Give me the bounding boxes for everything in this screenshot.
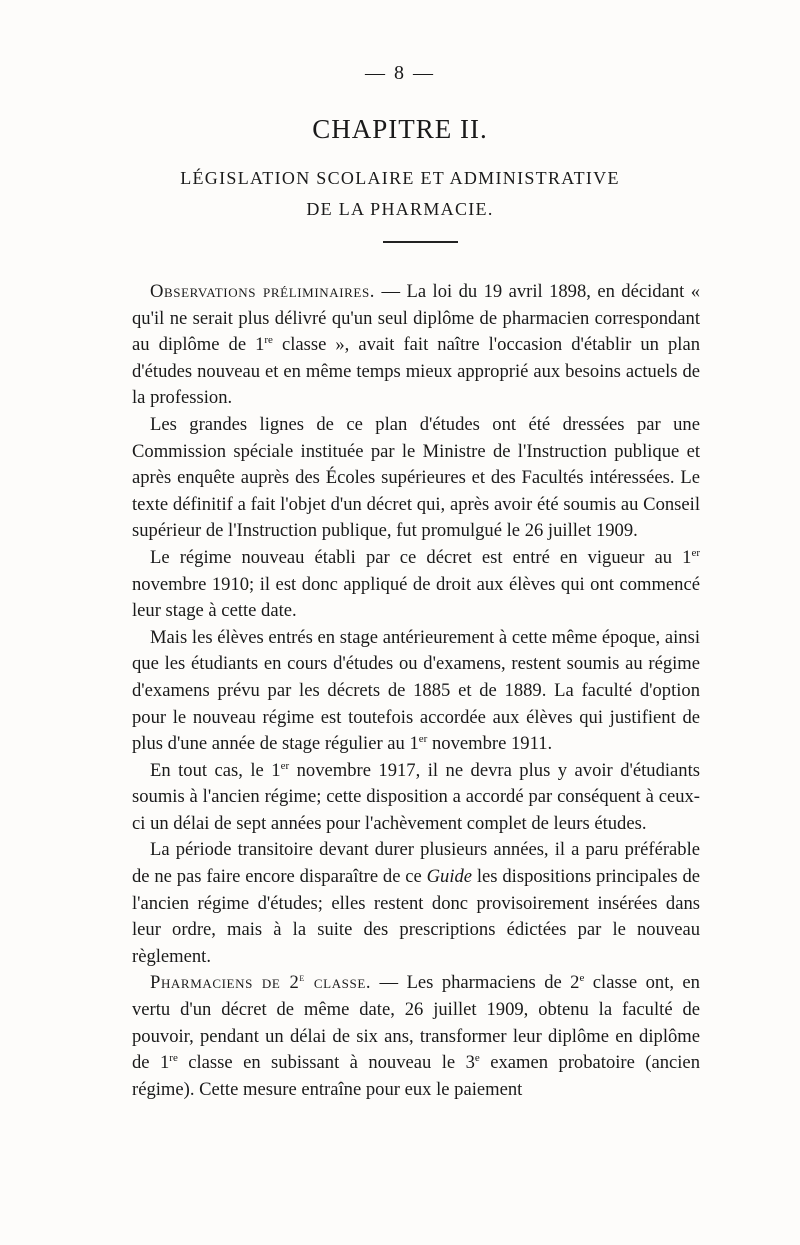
paragraph-text: classe ont, en vertu d'un décret de même date, 26 juillet 1909, obtenu la faculté de pouvoir, pendant un délai de six ans, transformer leur diplôme en diplôme de 1 — [132, 972, 700, 1074]
chapter-title: CHAPITRE II. — [312, 114, 488, 144]
paragraph-text: novembre 1917, il ne devra plus y avoir d'étudiants soumis à l'ancien régime; cette disposition a accordé par conséquent à ceux-ci un délai de sept années pour l'achèvement complet de leurs études. — [132, 759, 701, 834]
heading-text: classe. — [304, 972, 372, 994]
paragraph-pharmaciens-2e-classe — [132, 970, 700, 1103]
paragraph-text: novembre 1910; il est donc appliqué de droit aux élèves qui ont commencé leur stage à cette date. — [132, 573, 700, 622]
paragraph-text: examen probatoire (ancien régime). Cette mesure entraîne pour eux le paiement — [132, 1052, 700, 1100]
paragraph-text: Mais les élèves entrés en stage antérieurement à cette même époque, ainsi que les étudiants en cours d'études ou d'examens, restent soumis au régime d'examens prévu par les décrets de 1885 et de 1889. La faculté d'option pour le nouveau régime est toutefois accordée aux élèves qui justifient de plus d'une année de stage régulier au 1 — [132, 626, 700, 755]
superscript: e — [299, 972, 305, 985]
paragraph-eleves — [132, 625, 700, 758]
paragraph-heading: Observations préliminaires. — [150, 281, 376, 302]
paragraph-text: La période transitoire devant durer plusieurs années, il a paru préférable de ne pas faire encore disparaître de ce — [132, 839, 700, 888]
chapter-subtitle-line-2: DE LA PHARMACIE. — [306, 199, 494, 219]
paragraph-text: Le régime nouveau établi par ce décret est entré en vigueur au 1 — [150, 546, 692, 568]
paragraph-regime — [132, 545, 700, 625]
page-number: — 8 — — [365, 62, 435, 84]
superscript: re — [264, 334, 273, 346]
superscript: er — [418, 732, 428, 745]
superscript: re — [169, 1052, 178, 1065]
superscript: er — [280, 759, 290, 772]
paragraph-text: En tout cas, le 1 — [150, 759, 281, 781]
italic-guide: Guide — [426, 866, 473, 888]
superscript: e — [579, 972, 585, 985]
paragraph-heading — [150, 972, 371, 993]
superscript: e — [474, 1052, 480, 1065]
superscript: er — [691, 546, 700, 559]
paragraph-plan: Les grandes lignes de ce plan d'études ont été dressées par une Commission spéciale instituée par le Ministre de l'Instruction publique et après enquête auprès des Écoles supérieures et des Facultés intéressées. Le texte définitif a fait l'objet d'un décret qui, après avoir été soumis au Conseil supérieur de l'Instruction publique, fut promulgué le 26 juillet 1909. — [132, 413, 700, 542]
paragraph-text: — Les pharmaciens de 2 — [371, 972, 580, 994]
paragraph-transitoire — [132, 837, 700, 970]
paragraph-text: — La loi du 19 avril 1898, en décidant « qu'il ne serait plus délivré qu'un seul diplôme de pharmacien correspondant au diplôme de 1 — [132, 281, 701, 356]
paragraph-text: classe », avait fait naître l'occasion d'établir un plan d'études nouveau et en même temps mieux approprié aux besoins actuels de la profession. — [132, 334, 700, 409]
body-text — [132, 279, 700, 1103]
paragraph-text: novembre 1911. — [427, 733, 553, 755]
paragraph-text: les dispositions principales de l'ancien régime d'études; elles restent donc provisoirement insérées dans leur ordre, mais à la suite des prescriptions édictées par le nouveau règlement. — [132, 866, 700, 967]
paragraph-observations — [132, 279, 700, 412]
heading-text: Pharmaciens de 2 — [150, 972, 300, 994]
paragraph-1917 — [132, 758, 700, 838]
chapter-subtitle-line-1: LÉGISLATION SCOLAIRE ET ADMINISTRATIVE — [180, 168, 620, 188]
paragraph-text: classe en subissant à nouveau le 3 — [177, 1052, 475, 1074]
title-rule — [383, 241, 458, 243]
